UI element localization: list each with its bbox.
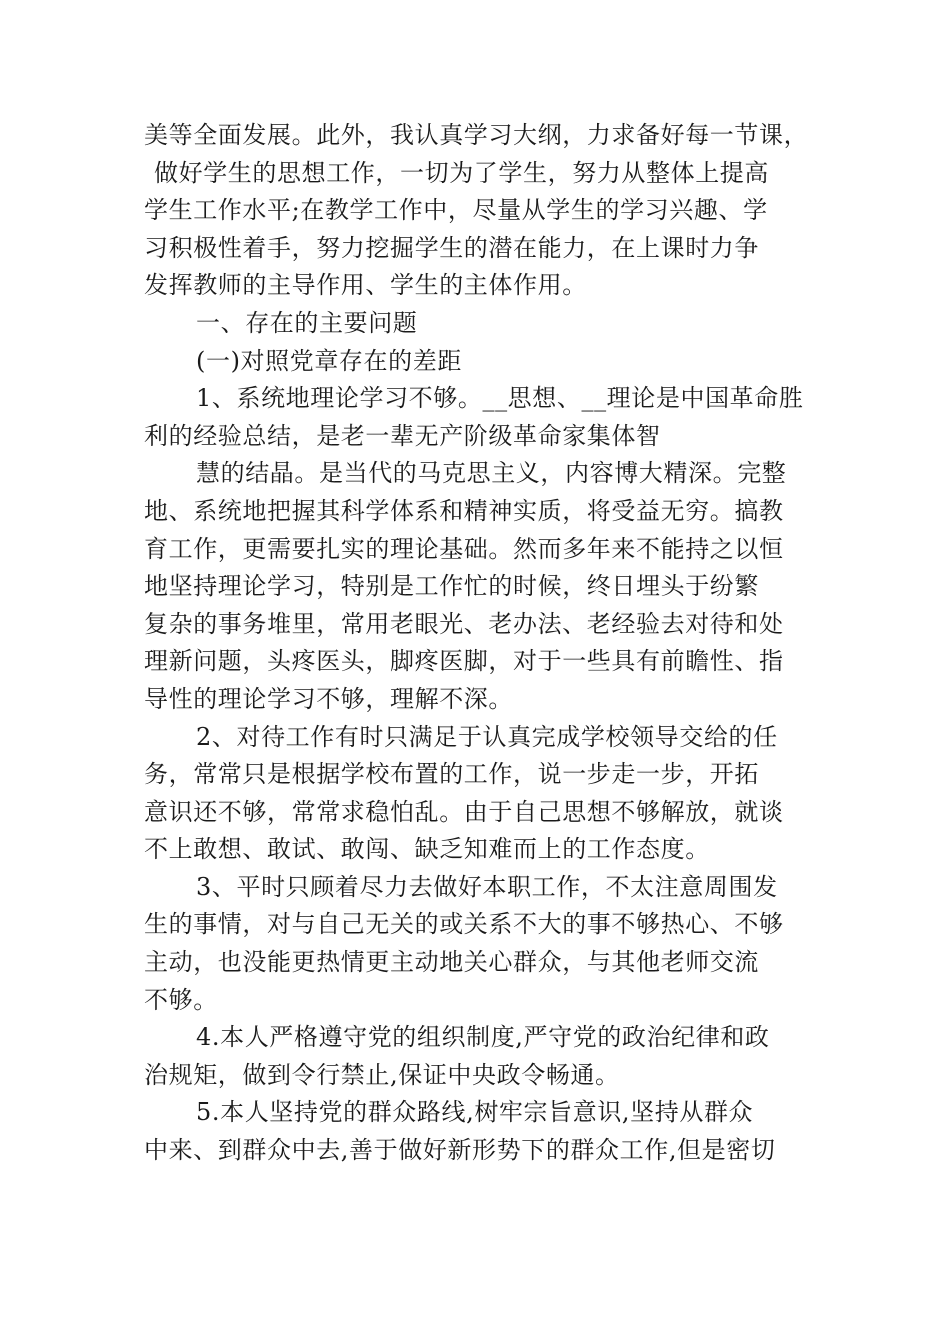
text-line: 慧的结晶。是当代的马克思主义，内容博大精深。完整 xyxy=(196,459,787,488)
text-line: 理新问题，头疼医头，脚疼医脚，对于一些具有前瞻性、指 xyxy=(144,647,784,676)
text-line: 务，常常只是根据学校布置的工作，说一步走一步，开拓 xyxy=(144,760,759,789)
text-line: 育工作，更需要扎实的理论基础。然而多年来不能持之以恒 xyxy=(144,534,784,563)
text-line: 2、对待工作有时只满足于认真完成学校领导交给的任 xyxy=(196,722,778,751)
text-line: 习积极性着手，努力挖掘学生的潜在能力，在上课时力争 xyxy=(144,233,759,262)
text-line: 生的事情，对与自己无关的或关系不大的事不够热心、不够 xyxy=(144,910,784,939)
text-line: 做好学生的思想工作，一切为了学生，努力从整体上提高 xyxy=(154,158,769,187)
text-line: 利的经验总结，是老一辈无产阶级革命家集体智 xyxy=(144,421,661,450)
text-line: 美等全面发展。此外，我认真学习大纲，力求备好每一节课， xyxy=(144,121,809,149)
text-line: 导性的理论学习不够，理解不深。 xyxy=(144,684,513,713)
text-line: 地坚持理论学习，特别是工作忙的时候，终日埋头于纷繁 xyxy=(144,572,759,601)
text-line: 发挥教师的主导作用、学生的主体作用。 xyxy=(144,271,587,300)
text-line: 主动，也没能更热情更主动地关心群众，与其他老师交流 xyxy=(144,948,759,977)
text-line: 地、系统地把握其科学体系和精神实质，将受益无穷。搞教 xyxy=(144,496,784,525)
text-line: 不上敢想、敢试、敢闯、缺乏知难而上的工作态度。 xyxy=(144,835,710,864)
text-line: 中来、到群众中去,善于做好新形势下的群众工作,但是密切 xyxy=(144,1136,776,1165)
text-line: 学生工作水平;在教学工作中，尽量从学生的学习兴趣、学 xyxy=(144,196,768,225)
text-line: 3、平时只顾着尽力去做好本职工作，不太注意周围发 xyxy=(196,872,778,901)
text-line: 不够。 xyxy=(144,985,218,1014)
text-line: (一)对照党章存在的差距 xyxy=(196,346,462,375)
body-text xyxy=(144,117,810,1170)
text-line: 复杂的事务堆里，常用老眼光、老办法、老经验去对待和处 xyxy=(144,609,784,638)
text-line: 治规矩，做到令行禁止,保证中央政令畅通。 xyxy=(144,1060,620,1089)
text-line: 5.本人坚持党的群众路线,树牢宗旨意识,坚持从群众 xyxy=(196,1098,754,1127)
text-line: 一、存在的主要问题 xyxy=(196,308,418,337)
text-line: 4.本人严格遵守党的组织制度,严守党的政治纪律和政 xyxy=(196,1023,770,1052)
text-line: 意识还不够，常常求稳怕乱。由于自己思想不够解放，就谈 xyxy=(144,797,784,826)
text-line: 1、系统地理论学习不够。__思想、__理论是中国革命胜 xyxy=(196,384,804,413)
